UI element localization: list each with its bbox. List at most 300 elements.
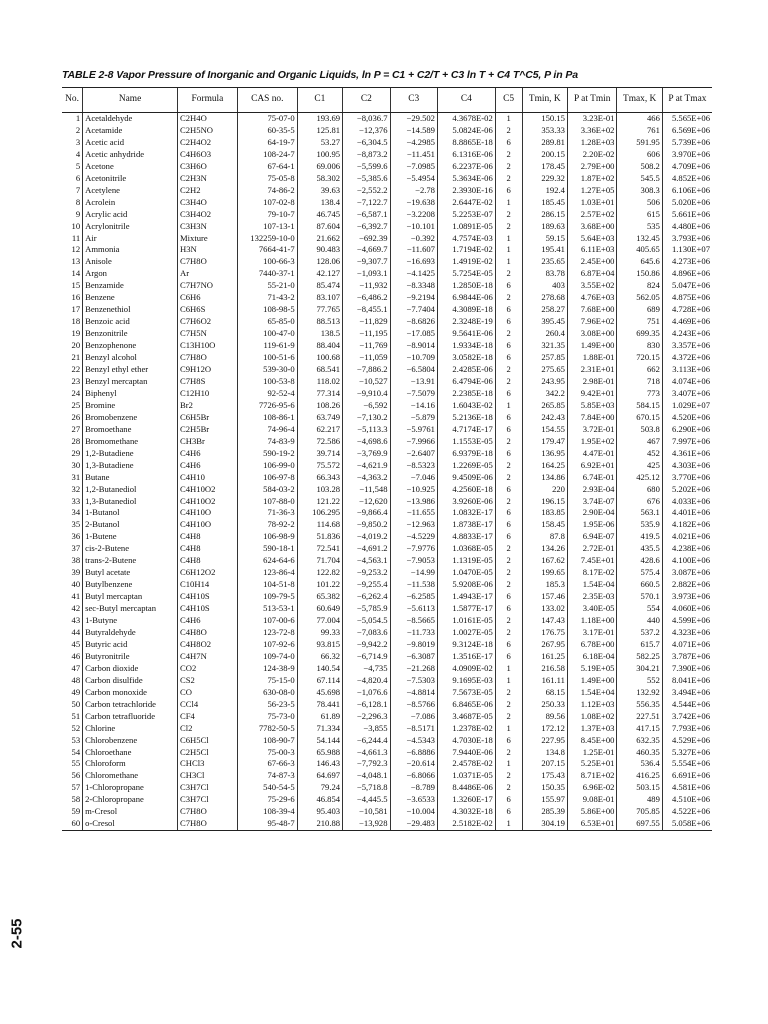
col-header-name: Name: [83, 88, 178, 113]
cell-name: 1-Butene: [83, 531, 178, 543]
cell-c4: 5.9208E-06: [437, 579, 495, 591]
cell-no: 30: [71, 459, 81, 470]
cell-c2: −4,563.1: [343, 555, 390, 567]
cell-tmax: 761: [617, 125, 662, 137]
cell-formula: C9H12O: [178, 364, 238, 376]
table-row: [62, 735, 712, 747]
cell-c2: −8,873.2: [343, 149, 390, 161]
cell-cas: 74-83-9: [237, 436, 297, 448]
cell-c3: −17.085: [390, 328, 437, 340]
cell-no: 41: [71, 591, 81, 602]
cell-c1: 51.836: [297, 531, 342, 543]
cell-name: Chloroform: [83, 758, 178, 770]
cell-tmin: 260.4: [522, 328, 567, 340]
cell-no: 14: [71, 268, 81, 279]
cell-no: 37: [71, 543, 81, 554]
cell-c2: −4,735: [343, 663, 390, 675]
cell-name: Benzyl alcohol: [83, 352, 178, 364]
cell-c3: −7.7404: [390, 304, 437, 316]
cell-c4: 6.9379E-18: [437, 448, 495, 460]
cell-c1: 95.403: [297, 806, 342, 818]
cell-c3: −5.9761: [390, 424, 437, 436]
cell-c4: 1.0368E-05: [437, 543, 495, 555]
cell-c5: 6: [495, 137, 522, 149]
table-row: [62, 388, 712, 400]
cell-tmax: 570.1: [617, 591, 662, 603]
cell-formula: Mixture: [178, 233, 238, 245]
cell-cas: 132259-10-0: [237, 233, 297, 245]
cell-cas: 7726-95-6: [237, 400, 297, 412]
cell-tmax: 150.86: [617, 268, 662, 280]
cell-no: 3: [75, 136, 81, 147]
cell-tmax: 591.95: [617, 137, 662, 149]
cell-no: 56: [71, 770, 81, 781]
cell-c1: 114.68: [297, 519, 342, 531]
cell-c1: 87.604: [297, 221, 342, 233]
cell-p-at-tmin: 2.93E-04: [567, 484, 617, 496]
cell-c1: 78.441: [297, 699, 342, 711]
cell-p-at-tmax: 2.882E+06: [662, 579, 712, 591]
cell-p-at-tmin: 5.86E+00: [567, 806, 617, 818]
cell-p-at-tmin: 1.95E+02: [567, 436, 617, 448]
cell-no: 49: [71, 686, 81, 697]
cell-c4: 4.8833E-17: [437, 531, 495, 543]
cell-p-at-tmax: 3.770E+06: [662, 472, 712, 484]
cell-formula: C10H14: [178, 579, 238, 591]
cell-cas: 104-51-8: [237, 579, 297, 591]
cell-formula: H3N: [178, 244, 238, 256]
cell-tmin: 403: [522, 280, 567, 292]
cell-p-at-tmin: 5.19E+05: [567, 663, 617, 675]
cell-formula: C2H4O2: [178, 137, 238, 149]
cell-tmax: 508.2: [617, 161, 662, 173]
table-row: [62, 376, 712, 388]
cell-c3: −11.538: [390, 579, 437, 591]
cell-p-at-tmax: 5.739E+06: [662, 137, 712, 149]
table-row: [62, 173, 712, 185]
cell-cas: 106-99-0: [237, 460, 297, 472]
cell-tmax: 428.6: [617, 555, 662, 567]
cell-formula: C6H5Cl: [178, 735, 238, 747]
cell-c1: 93.815: [297, 639, 342, 651]
cell-cas: 67-64-1: [237, 161, 297, 173]
cell-c3: −7.9053: [390, 555, 437, 567]
cell-tmin: 207.15: [522, 758, 567, 770]
cell-cas: 74-86-2: [237, 185, 297, 197]
cell-tmin: 157.46: [522, 591, 567, 603]
table-row: [62, 280, 712, 292]
cell-cas: 108-90-7: [237, 735, 297, 747]
cell-c5: 2: [495, 770, 522, 782]
cell-formula: C7H8O: [178, 806, 238, 818]
table-row: [62, 747, 712, 759]
cell-tmax: 660.5: [617, 579, 662, 591]
cell-c5: 2: [495, 747, 522, 759]
cell-p-at-tmax: 7.997E+06: [662, 436, 712, 448]
cell-p-at-tmin: 1.95E-06: [567, 519, 617, 531]
cell-c4: 4.3032E-18: [437, 806, 495, 818]
cell-no: 32: [71, 483, 81, 494]
cell-name: Benzonitrile: [83, 328, 178, 340]
cell-tmax: 467: [617, 436, 662, 448]
table-row: [62, 221, 712, 233]
cell-c4: 6.2237E-06: [437, 161, 495, 173]
cell-no: 52: [71, 722, 81, 733]
cell-c2: −5,385.6: [343, 173, 390, 185]
cell-formula: Br2: [178, 400, 238, 412]
cell-c3: −29.483: [390, 818, 437, 830]
cell-c3: −4.1425: [390, 268, 437, 280]
cell-c1: 39.63: [297, 185, 342, 197]
cell-c1: 90.483: [297, 244, 342, 256]
cell-tmin: 199.65: [522, 567, 567, 579]
cell-c3: −14.589: [390, 125, 437, 137]
cell-no: 19: [71, 328, 81, 339]
cell-c3: −3.2208: [390, 209, 437, 221]
cell-formula: CO: [178, 687, 238, 699]
table-row: [62, 770, 712, 782]
cell-tmin: 220: [522, 484, 567, 496]
cell-p-at-tmax: 4.510E+06: [662, 794, 712, 806]
cell-cas: 7664-41-7: [237, 244, 297, 256]
cell-p-at-tmin: 6.94E-07: [567, 531, 617, 543]
cell-c2: −7,130.2: [343, 412, 390, 424]
cell-name: Butyric acid: [83, 639, 178, 651]
cell-c4: 5.0824E-06: [437, 125, 495, 137]
cell-no: 60: [62, 818, 83, 830]
cell-tmin: 278.68: [522, 292, 567, 304]
cell-tmin: 342.2: [522, 388, 567, 400]
cell-tmin: 161.25: [522, 651, 567, 663]
cell-p-at-tmin: 1.28E+03: [567, 137, 617, 149]
cell-tmax: 562.05: [617, 292, 662, 304]
table-row: [62, 113, 712, 125]
cell-formula: C4H8O: [178, 627, 238, 639]
cell-name: 1,2-Butanediol: [83, 484, 178, 496]
cell-formula: C4H10O: [178, 519, 238, 531]
cell-p-at-tmax: 8.041E+06: [662, 675, 712, 687]
cell-p-at-tmax: 5.554E+06: [662, 758, 712, 770]
cell-tmin: 216.58: [522, 663, 567, 675]
cell-c1: 62.217: [297, 424, 342, 436]
cell-c3: −10.101: [390, 221, 437, 233]
cell-tmin: 229.32: [522, 173, 567, 185]
cell-c3: −6.8886: [390, 747, 437, 759]
cell-formula: C4H6: [178, 615, 238, 627]
cell-formula: C2H5Br: [178, 424, 238, 436]
cell-name: 1,3-Butanediol: [83, 496, 178, 508]
cell-p-at-tmax: 4.896E+06: [662, 268, 712, 280]
table-row: [62, 233, 712, 245]
cell-formula: C4H6O3: [178, 149, 238, 161]
cell-p-at-tmax: 4.875E+06: [662, 292, 712, 304]
cell-tmax: 632.35: [617, 735, 662, 747]
cell-tmax: 466: [617, 113, 662, 125]
cell-p-at-tmax: 4.033E+06: [662, 496, 712, 508]
cell-c5: 2: [495, 268, 522, 280]
cell-c1: 100.68: [297, 352, 342, 364]
cell-c5: 2: [495, 615, 522, 627]
cell-tmin: 185.3: [522, 579, 567, 591]
cell-no: 33: [71, 495, 81, 506]
cell-name: Butyronitrile: [83, 651, 178, 663]
cell-c2: −12,620: [343, 496, 390, 508]
cell-no: 12: [71, 244, 81, 255]
cell-c5: 1: [495, 663, 522, 675]
cell-c1: 101.22: [297, 579, 342, 591]
cell-c5: 2: [495, 173, 522, 185]
cell-cas: 107-00-6: [237, 615, 297, 627]
cell-c2: −5,599.6: [343, 161, 390, 173]
cell-no: 27: [71, 423, 81, 434]
cell-c2: −4,621.9: [343, 460, 390, 472]
cell-cas: 100-53-8: [237, 376, 297, 388]
table-row: [62, 448, 712, 460]
cell-p-at-tmax: 4.021E+06: [662, 531, 712, 543]
cell-no: 24: [71, 387, 81, 398]
cell-p-at-tmin: 6.11E+03: [567, 244, 617, 256]
cell-c2: −11,059: [343, 352, 390, 364]
cell-c5: 1: [495, 233, 522, 245]
cell-cas: 107-02-8: [237, 197, 297, 209]
cell-c2: −9,850.2: [343, 519, 390, 531]
cell-no: 48: [71, 674, 81, 685]
cell-c2: −7,886.2: [343, 364, 390, 376]
cell-tmin: 134.8: [522, 747, 567, 759]
cell-name: cis-2-Butene: [83, 543, 178, 555]
cell-tmax: 535: [617, 221, 662, 233]
cell-cas: 92-52-4: [237, 388, 297, 400]
cell-tmin: 257.85: [522, 352, 567, 364]
cell-tmin: 183.85: [522, 507, 567, 519]
cell-c3: −21.268: [390, 663, 437, 675]
cell-tmin: 189.63: [522, 221, 567, 233]
cell-formula: C6H5Br: [178, 412, 238, 424]
cell-p-at-tmax: 6.106E+06: [662, 185, 712, 197]
cell-name: Benzamide: [83, 280, 178, 292]
cell-no: 34: [71, 507, 81, 518]
cell-c3: −13.91: [390, 376, 437, 388]
cell-tmax: 645.6: [617, 256, 662, 268]
cell-c2: −7,792.3: [343, 758, 390, 770]
cell-name: Bromobenzene: [83, 412, 178, 424]
cell-c5: 2: [495, 782, 522, 794]
cell-p-at-tmin: 3.40E-05: [567, 603, 617, 615]
cell-name: Butane: [83, 472, 178, 484]
table-row: [62, 412, 712, 424]
cell-c5: 6: [495, 352, 522, 364]
cell-p-at-tmax: 3.742E+06: [662, 711, 712, 723]
cell-c3: −14.16: [390, 400, 437, 412]
col-header-c4: C4: [437, 88, 495, 113]
cell-c2: −6,304.5: [343, 137, 390, 149]
cell-tmin: 161.11: [522, 675, 567, 687]
cell-tmin: 134.26: [522, 543, 567, 555]
cell-formula: C3H7Cl: [178, 782, 238, 794]
cell-tmax: 554: [617, 603, 662, 615]
cell-cas: 75-29-6: [237, 794, 297, 806]
cell-name: Acetaldehyde: [83, 113, 178, 125]
cell-c3: −8.6826: [390, 316, 437, 328]
table-row: [62, 531, 712, 543]
cell-tmin: 172.12: [522, 723, 567, 735]
cell-p-at-tmin: 1.49E+00: [567, 340, 617, 352]
cell-c2: −5,718.8: [343, 782, 390, 794]
cell-p-at-tmin: 6.96E-02: [567, 782, 617, 794]
cell-no: 29: [71, 447, 81, 458]
cell-c2: −9,307.7: [343, 256, 390, 268]
cell-p-at-tmin: 1.37E+03: [567, 723, 617, 735]
cell-p-at-tmax: 4.529E+06: [662, 735, 712, 747]
cell-cas: 109-79-5: [237, 591, 297, 603]
cell-c4: 7.9440E-06: [437, 747, 495, 759]
cell-cas: 7782-50-5: [237, 723, 297, 735]
cell-name: 2-Chloropropane: [83, 794, 178, 806]
cell-c2: −6,486.2: [343, 292, 390, 304]
cell-cas: 78-92-2: [237, 519, 297, 531]
cell-cas: 75-15-0: [237, 675, 297, 687]
cell-c1: 138.4: [297, 197, 342, 209]
cell-cas: 100-51-6: [237, 352, 297, 364]
cell-cas: 107-92-6: [237, 639, 297, 651]
cell-c2: −4,048.1: [343, 770, 390, 782]
cell-c1: 83.107: [297, 292, 342, 304]
cell-p-at-tmin: 5.25E+01: [567, 758, 617, 770]
cell-p-at-tmin: 4.76E+03: [567, 292, 617, 304]
cell-tmin: 179.47: [522, 436, 567, 448]
cell-formula: C7H6O2: [178, 316, 238, 328]
cell-cas: 107-88-0: [237, 496, 297, 508]
cell-c1: 60.649: [297, 603, 342, 615]
cell-formula: CH3Br: [178, 436, 238, 448]
cell-p-at-tmin: 3.74E-07: [567, 496, 617, 508]
cell-cas: 74-87-3: [237, 770, 297, 782]
table-row: [62, 400, 712, 412]
cell-no: 6: [75, 172, 81, 183]
cell-c4: 4.3678E-02: [437, 113, 495, 125]
cell-c2: −9,253.2: [343, 567, 390, 579]
cell-p-at-tmin: 2.35E-03: [567, 591, 617, 603]
table-row: [62, 818, 712, 830]
cell-c4: 3.9260E-06: [437, 496, 495, 508]
cell-tmax: 824: [617, 280, 662, 292]
cell-p-at-tmax: 4.469E+06: [662, 316, 712, 328]
cell-p-at-tmax: 3.357E+06: [662, 340, 712, 352]
table-row: [62, 519, 712, 531]
cell-formula: C2H4O: [178, 113, 238, 125]
cell-tmin: 196.15: [522, 496, 567, 508]
cell-tmin: 258.27: [522, 304, 567, 316]
cell-c1: 138.5: [297, 328, 342, 340]
cell-c1: 72.586: [297, 436, 342, 448]
cell-p-at-tmin: 1.49E+00: [567, 675, 617, 687]
cell-formula: C3H4O: [178, 197, 238, 209]
cell-tmin: 250.33: [522, 699, 567, 711]
cell-c2: −11,829: [343, 316, 390, 328]
cell-c2: −7,083.6: [343, 627, 390, 639]
cell-tmin: 133.02: [522, 603, 567, 615]
cell-name: Butylbenzene: [83, 579, 178, 591]
table-row: [62, 268, 712, 280]
table-row: [62, 806, 712, 818]
cell-c5: 1: [495, 400, 522, 412]
cell-c2: −3,769.9: [343, 448, 390, 460]
cell-c5: 2: [495, 328, 522, 340]
cell-p-at-tmin: 8.71E+02: [567, 770, 617, 782]
cell-no: 39: [71, 567, 81, 578]
table-row: [62, 627, 712, 639]
cell-tmax: 460.35: [617, 747, 662, 759]
page-number-text: 2-55: [8, 918, 26, 949]
cell-p-at-tmax: 4.599E+06: [662, 615, 712, 627]
cell-tmax: 606: [617, 149, 662, 161]
cell-formula: C4H6: [178, 460, 238, 472]
cell-c1: 71.334: [297, 723, 342, 735]
cell-cas: 123-86-4: [237, 567, 297, 579]
cell-c5: 2: [495, 687, 522, 699]
cell-p-at-tmax: 4.071E+06: [662, 639, 712, 651]
cell-p-at-tmin: 1.27E+05: [567, 185, 617, 197]
cell-cas: 67-66-3: [237, 758, 297, 770]
cell-tmax: 440: [617, 615, 662, 627]
cell-formula: Ar: [178, 268, 238, 280]
cell-cas: 100-47-0: [237, 328, 297, 340]
cell-c1: 39.714: [297, 448, 342, 460]
cell-c1: 103.28: [297, 484, 342, 496]
cell-c2: −12,376: [343, 125, 390, 137]
cell-c3: −10.709: [390, 352, 437, 364]
cell-no: 51: [71, 710, 81, 721]
cell-c3: −19.638: [390, 197, 437, 209]
cell-no: 36: [71, 531, 81, 542]
cell-c5: 2: [495, 472, 522, 484]
cell-formula: C3H3N: [178, 221, 238, 233]
cell-tmax: 773: [617, 388, 662, 400]
table-row: [62, 579, 712, 591]
cell-no: 38: [71, 555, 81, 566]
cell-c5: 6: [495, 484, 522, 496]
cell-c2: −10,527: [343, 376, 390, 388]
cell-tmin: 185.45: [522, 197, 567, 209]
cell-p-at-tmax: 4.243E+06: [662, 328, 712, 340]
cell-c2: −6,244.4: [343, 735, 390, 747]
cell-tmin: 286.15: [522, 209, 567, 221]
cell-p-at-tmin: 1.88E-01: [567, 352, 617, 364]
cell-c2: −6,262.4: [343, 591, 390, 603]
table-row: [62, 782, 712, 794]
cell-name: Argon: [83, 268, 178, 280]
cell-tmin: 275.65: [522, 364, 567, 376]
cell-p-at-tmin: 7.84E+00: [567, 412, 617, 424]
cell-p-at-tmin: 1.18E+00: [567, 615, 617, 627]
vapor-pressure-table: [62, 87, 712, 831]
cell-no: 4: [75, 148, 81, 159]
cell-no: 16: [71, 292, 81, 303]
cell-c4: 9.5641E-06: [437, 328, 495, 340]
cell-tmax: 536.4: [617, 758, 662, 770]
cell-c1: 42.127: [297, 268, 342, 280]
page-number: [8, 905, 48, 965]
cell-c1: 65.988: [297, 747, 342, 759]
cell-name: Benzyl mercaptan: [83, 376, 178, 388]
cell-name: Air: [83, 233, 178, 245]
cell-c4: 1.0027E-05: [437, 627, 495, 639]
cell-c2: −6,128.1: [343, 699, 390, 711]
col-header-c3: C3: [390, 88, 437, 113]
table-row: [62, 758, 712, 770]
cell-formula: C4H7N: [178, 651, 238, 663]
cell-p-at-tmax: 4.100E+06: [662, 555, 712, 567]
